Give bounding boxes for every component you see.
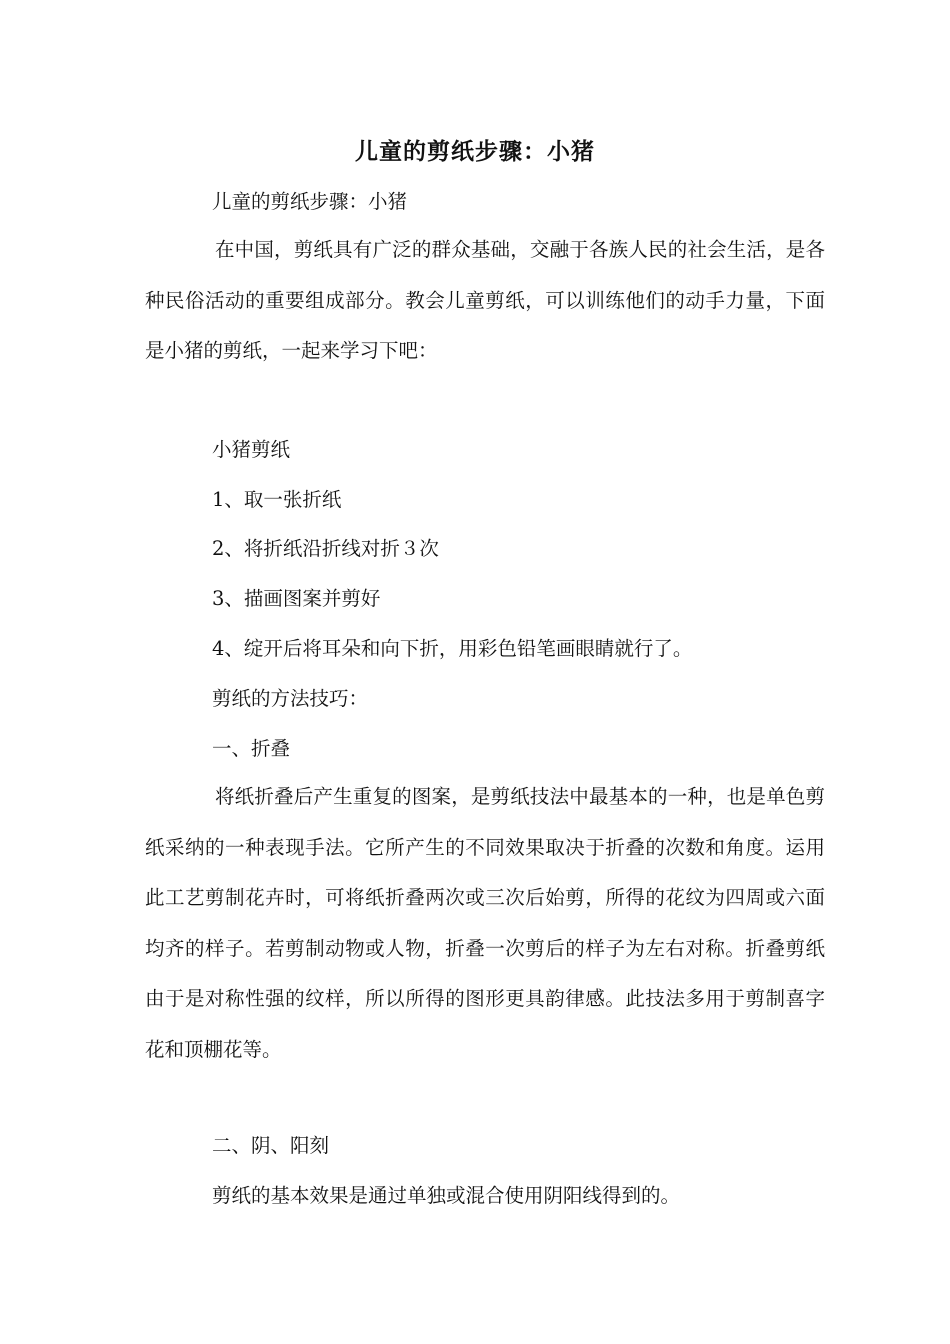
technique-2-paragraph: 剪纸的基本效果是通过单独或混合使用阴阳线得到的。 bbox=[212, 1184, 681, 1207]
section-heading: 小猪剪纸 bbox=[212, 438, 291, 461]
document-title: 儿童的剪纸步骤：小猪 bbox=[355, 138, 595, 165]
step-item: 1、取一张折纸 bbox=[212, 488, 342, 511]
intro-paragraph: 在中国，剪纸具有广泛的群众基础，交融于各族人民的社会生活，是各种民俗活动的重要组成部分。教会儿童剪纸，可以训练他们的动手力量，下面是小猪的剪纸，一起来学习下吧： bbox=[145, 238, 825, 362]
techniques-heading: 剪纸的方法技巧： bbox=[212, 687, 369, 710]
step-item: 4、绽开后将耳朵和向下折，用彩色铅笔画眼睛就行了。 bbox=[212, 637, 693, 660]
technique-1-paragraph: 将纸折叠后产生重复的图案，是剪纸技法中最基本的一种，也是单色剪纸采纳的一种表现手法。它所产生的不同效果取决于折叠的次数和角度。运用此工艺剪制花卉时，可将纸折叠两次或三次后始剪，所得的花纹为四周或六面均齐的样子。若剪制动物或人物，折叠一次剪后的样子为左右对称。折叠剪纸由于是对称性强的纹样，所以所得的图形更具韵律感。此技法多用于剪制喜字花和顶棚花等。 bbox=[145, 785, 825, 1061]
step-item: 3、描画图案并剪好 bbox=[212, 587, 381, 610]
step-item: 2、将折纸沿折线对折３次 bbox=[212, 537, 439, 560]
technique-2-heading: 二、阴、阳刻 bbox=[212, 1134, 330, 1157]
document-subtitle: 儿童的剪纸步骤：小猪 bbox=[212, 190, 408, 213]
technique-1-heading: 一、折叠 bbox=[212, 737, 291, 760]
